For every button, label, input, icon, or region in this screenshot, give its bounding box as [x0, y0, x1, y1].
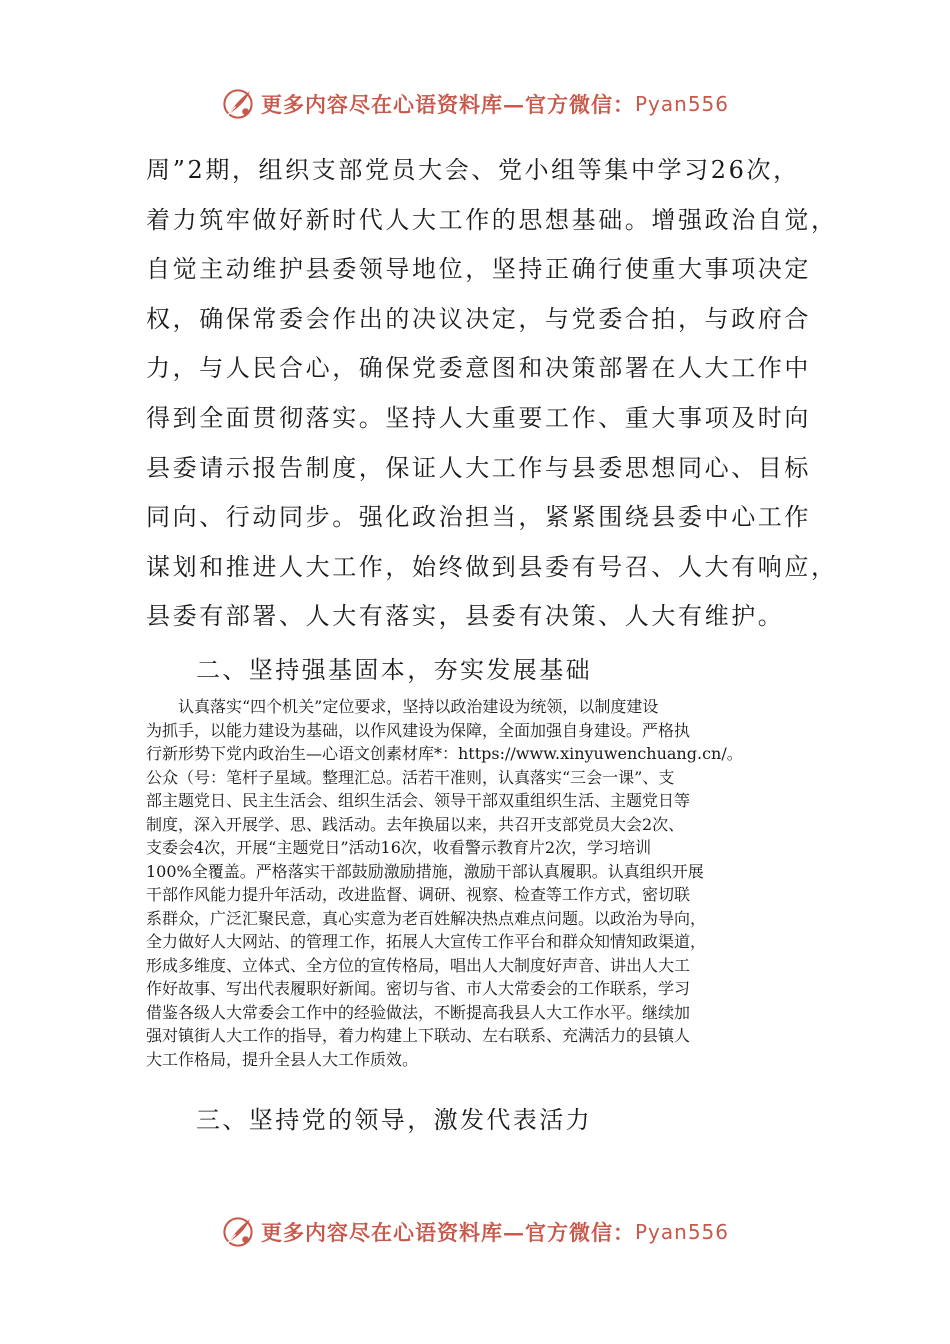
- text-line: 制度，深入开展学、思、践活动。去年换届以来，共召开支部党员大会2次、: [146, 814, 685, 834]
- text-line: 系群众，广泛汇聚民意，真心实意为老百姓解决热点难点问题。以政治为导向，: [146, 908, 707, 928]
- paragraph-strengthen-foundation: [146, 695, 816, 1071]
- banner-wechat-id: Pyan556: [634, 1220, 729, 1244]
- text-line: 全力做好人大网站、的管理工作，拓展人大宣传工作平台和群众知情知政渠道，: [146, 932, 707, 951]
- paragraph-political-awareness: [146, 146, 838, 642]
- text-line: 干部作风能力提升年活动，改进监督、调研、视察、检查等工作方式，密切联: [146, 885, 691, 904]
- banner-text: 更多内容尽在心语资料库—官方微信：: [260, 92, 635, 117]
- text-line: 周”2期，组织支部党员大会、党小组等集中学习26次，: [146, 156, 800, 184]
- footer-banner: [0, 1212, 950, 1252]
- text-line: 权，确保常委会作出的决议决定，与党委合拍，与政府合: [146, 304, 811, 333]
- text-line: 县委有部署、人大有落实，县委有决策、人大有维护。: [146, 602, 785, 631]
- header-banner: [0, 84, 950, 124]
- text-line: 着力筑牢做好新时代人大工作的思想基础。增强政治自觉，: [146, 205, 838, 234]
- text-line: 谋划和推进人大工作，始终做到县委有号召、人大有响应，: [146, 552, 838, 581]
- section-heading-two: 二、坚持强基固本，夯实发展基础: [196, 656, 592, 684]
- text-line: 借鉴各级人大常委会工作中的经验做法，不断提高我县人大工作水平。继续加: [146, 1002, 691, 1022]
- text-line: 支委会4次，开展“主题党日”活动16次，收看警示教育片2次，学习培训: [146, 838, 652, 857]
- text-line: 公众（号：笔杆子星域。整理汇总。活若干准则，认真落实“三会一课”、支: [146, 767, 675, 787]
- text-line: 得到全面贯彻落实。坚持人大重要工作、重大事项及时向: [146, 403, 811, 432]
- banner-wechat-id: Pyan556: [634, 92, 729, 116]
- banner-text: 更多内容尽在心语资料库—官方微信：: [260, 1220, 635, 1245]
- section-heading-three: 三、坚持党的领导，激发代表活力: [196, 1106, 592, 1134]
- text-line: 作好故事、写出代表履职好新闻。密切与省、市人大常委会的工作联系，学习: [146, 979, 691, 998]
- text-line: 强对镇街人大工作的指导，着力构建上下联动、左右联系、充满活力的县镇人: [146, 1026, 691, 1045]
- quill-pen-seal-icon: [221, 1215, 255, 1249]
- text-line: 认真落实“四个机关”定位要求，坚持以政治建设为统领，以制度建设: [146, 697, 659, 716]
- text-line: 同向、行动同步。强化政治担当，紧紧围绕县委中心工作: [146, 503, 811, 532]
- text-line: 部主题党日、民主生活会、组织生活会、领导干部双重组织生活、主题党日等: [146, 791, 691, 810]
- text-line: 100%全覆盖。严格落实干部鼓励激励措施，激励干部认真履职。认真组织开展: [146, 861, 704, 881]
- text-line: 形成多维度、立体式、全方位的宣传格局，唱出人大制度好声音、讲出人大工: [146, 955, 691, 975]
- quill-pen-seal-icon: [221, 87, 255, 121]
- text-line: 力，与人民合心，确保党委意图和决策部署在人大工作中: [146, 354, 811, 383]
- text-line: 行新形势下党内政治生—心语文创素材库*：https://www.xinyuwenchuang.cn/。: [146, 744, 743, 763]
- text-line: 县委请示报告制度，保证人大工作与县委思想同心、目标: [146, 453, 811, 482]
- text-line: 大工作格局，提升全县人大工作质效。: [146, 1049, 419, 1069]
- text-line: 自觉主动维护县委领导地位，坚持正确行使重大事项决定: [146, 255, 811, 284]
- text-line: 为抓手，以能力建设为基础，以作风建设为保障，全面加强自身建设。严格执: [146, 720, 691, 740]
